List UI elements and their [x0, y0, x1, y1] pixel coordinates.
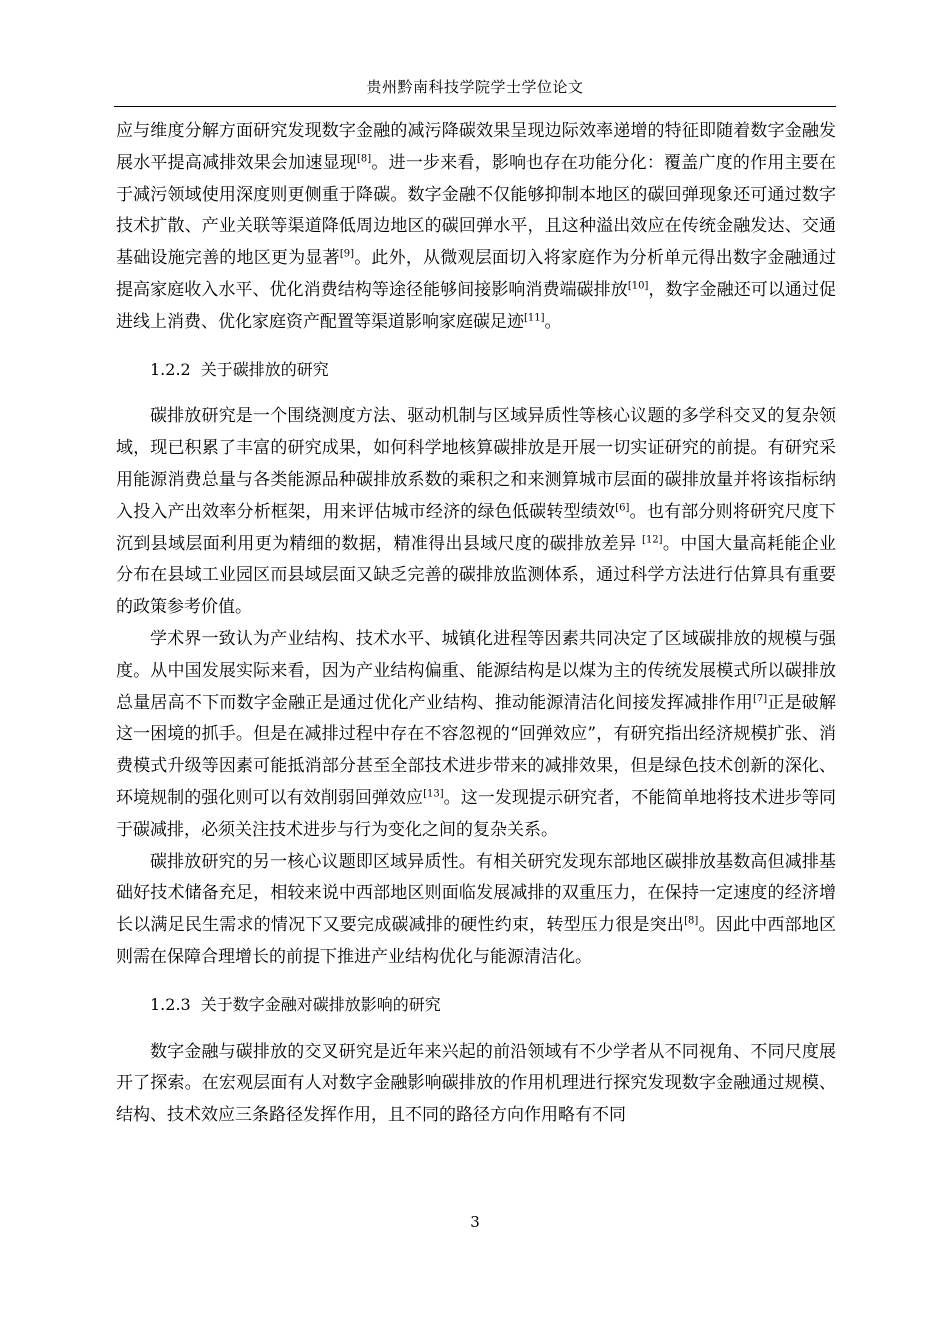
page-number: 3	[470, 1213, 480, 1231]
paragraph	[116, 401, 836, 624]
text-run: 数字金融与碳排放的交叉研究是近年来兴起的前沿领域有不少学者从不同视角、不同尺度展开了探索。在宏观层面有人对数字金融影响碳排放的作用机理进行探究发现数字金融通过规模、结构、技术效应三条路径发挥作用，且不同的路径方向作用略有不同	[116, 1041, 836, 1126]
paragraph	[116, 116, 836, 339]
citation-ref: [12]	[642, 533, 663, 545]
paragraph	[116, 1037, 836, 1132]
text-run: 。	[544, 311, 562, 332]
page-header	[114, 68, 836, 107]
text-run: 碳排放研究的另一核心议题即区域异质性。有相关研究发现东部地区碳排放基数高但减排基础好技术储备充足，相较来说中西部地区则面临发展减排的双重压力，在保持一定速度的经济增长以满足民生需求的情况下又要完成碳减排的硬性约束，转型压力很是突出	[116, 851, 836, 936]
section-number: 1.2.2	[150, 359, 191, 379]
body-text	[116, 116, 836, 1132]
citation-ref: [10]	[627, 280, 649, 292]
text-run: 正是破解这一困境的抓手。但是在减排过程中存在不容忽视的“回弹效应”，有研究指出经济规模扩张、消费模式升级等因素可能抵消部分甚至全部技术进步带来的减排效果，但是绿色技术创新的深化、环境规制的强化则可以有效削弱回弹效应	[116, 692, 837, 808]
citation-ref: [8]	[684, 915, 699, 927]
text-run: 碳排放研究是一个围绕测度方法、驱动机制与区域异质性等核心议题的多学科交叉的复杂领域，现已积累了丰富的研究成果，如何科学地核算碳排放是开展一切实证研究的前提。有研究采用能源消费总量与各类能源品种碳排放系数的乘积之和来测算城市层面的碳排放量并将该指标纳入投入产出效率分析框架，用来评估城市经济的绿色低碳转型绩效	[116, 406, 836, 522]
text-run: 。也有部分则将研究尺度下沉到县域层面利用更为精细的数据，精准得出县域尺度的碳排放差异	[116, 501, 837, 554]
text-run: 。进一步来看，影响也存在功能分化：覆盖广度的作用主要在于减污领域使用深度则更侧重于降碳。数字金融不仅能够抑制本地区的碳回弹现象还可通过数字技术扩散、产业关联等渠道降低周边地区的碳回弹水平，且这种溢出效应在传统金融发达、交通基础设施完善的地区更为显著	[116, 152, 836, 269]
citation-ref: [8]	[357, 153, 372, 165]
section-title: 关于数字金融对碳排放影响的研究	[200, 994, 441, 1014]
text-run: 。中国大量高耗能企业分布在县域工业园区而县域层面又缺乏完善的碳排放监测体系，通过科学方法进行估算具有重要的政策参考价值。	[116, 533, 837, 618]
text-run: 学术界一致认为产业结构、技术水平、城镇化进程等因素共同决定了区域碳排放的规模与强度。从中国发展实际来看，因为产业结构偏重、能源结构是以煤为主的传统发展模式所以碳排放总量居高不下而数字金融正是通过优化产业结构、推动能源清洁化间接发挥减排作用	[116, 628, 836, 713]
citation-ref: [13]	[423, 788, 444, 800]
text-run: 应与维度分解方面研究发现数字金融的减污降碳效果呈现边际效率递增的特征即随着数字金融发展水平提高减排效果会加速显现	[116, 121, 836, 173]
section-number: 1.2.3	[150, 994, 191, 1014]
citation-ref: [9]	[339, 248, 354, 260]
header-title: 贵州黔南科技学院学士学位论文	[366, 78, 584, 96]
citation-ref: [11]	[524, 312, 545, 324]
section-title: 关于碳排放的研究	[200, 359, 329, 379]
section-heading	[116, 989, 836, 1021]
text-run: ，数字金融还可以通过促进线上消费、优化家庭资产配置等渠道影响家庭碳足迹	[116, 279, 837, 332]
citation-ref: [6]	[615, 502, 630, 514]
paragraph	[116, 624, 836, 847]
section-heading	[116, 354, 836, 386]
citation-ref: [7]	[752, 692, 768, 704]
text-run: 。因此中西部地区则需在保障合理增长的前提下推进产业结构优化与能源清洁化。	[116, 915, 837, 967]
text-run: 。这一发现提示研究者，不能简单地将技术进步等同于碳减排，必须关注技术进步与行为变化之间的复杂关系。	[116, 787, 837, 840]
text-run: 。此外，从微观层面切入将家庭作为分析单元得出数字金融通过提高家庭收入水平、优化消费结构等途径能够间接影响消费端碳排放	[116, 248, 837, 300]
paragraph	[116, 847, 836, 974]
